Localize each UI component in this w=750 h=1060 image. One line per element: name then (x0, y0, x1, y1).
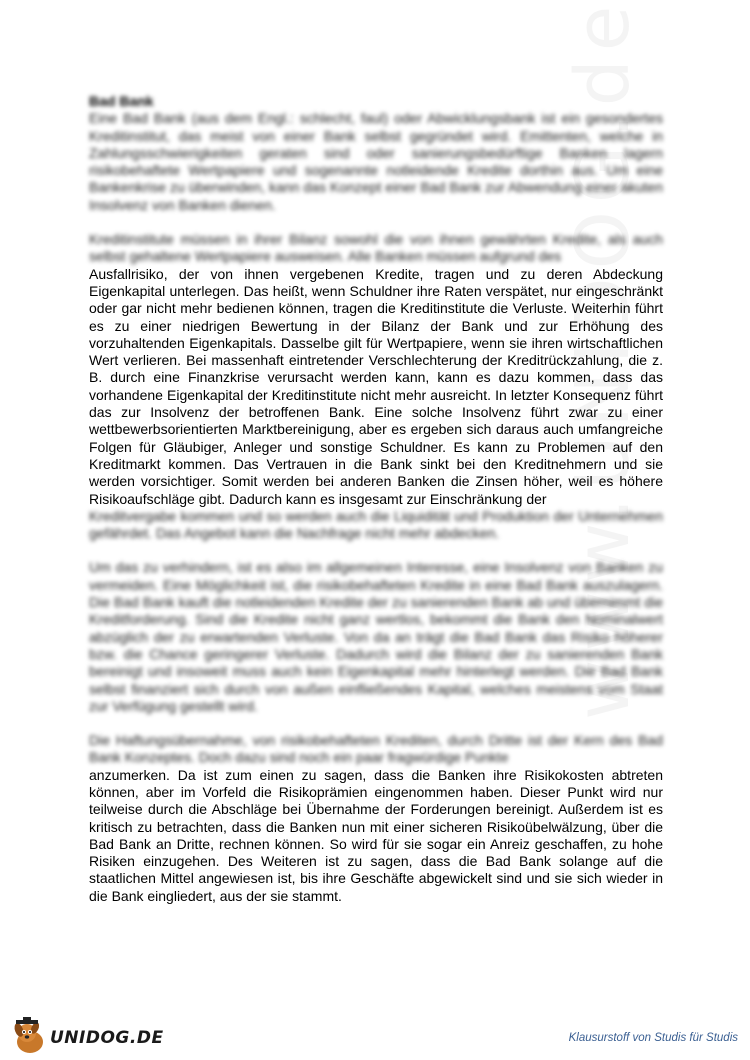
document-heading: Bad Bank (89, 93, 154, 109)
logo-text: UNIDOG.DE (50, 1028, 164, 1048)
paragraph-2-blurred-bottom: Kreditvergabe kommen und so werden auch die Liquidität und Produktion der Unternehmen gefährdet. Das Angebot kann die Nachfrage nicht mehr abdecken. (89, 507, 663, 542)
paragraph-4-visible: anzumerken. Da ist zum einen zu sagen, dass die Banken ihre Risikokosten abtreten können, aber im Vorfeld die Risikoprämien eingenommen haben. Dieser Punkt wird nur teilweise durch die Abschläge bei Übernahme der Forderungen bereinigt. Außerdem ist es kritisch zu betrachten, dass die Banken nun mit einer sicheren Risikoübelwälzung, über die Bad Bank an Dritte, rechnen können. So wird für sie sogar ein Anreiz geschaffen, zu hohe Risiken einzugehen. Des Weiteren ist zu sagen, dass die Bad Bank solange auf die staatlichen Mittel angewiesen ist, bis ihre Geschäfte abgewickelt sind und sie sich wieder in die Bank eingliedert, aus der sie stammt. (89, 766, 663, 904)
unidog-logo (10, 1016, 190, 1056)
dog-icon (10, 1016, 50, 1056)
document-body (89, 93, 663, 905)
paragraph-2-visible: Ausfallrisiko, der von ihnen vergebenen Kredite, tragen und zu deren Abdeckung Eigenkapital unterlegen. Das heißt, wenn Schuldner ihre Raten verspätet, nur eingeschränkt oder gar nicht mehr bedienen können, tragen die Kreditinstitute die Verluste. Weiterhin führt es zu einer niedrigen Bewertung in der Bilanz der Bank und zur Erhöhung des vorzuhaltenden Eigenkapitals. Dasselbe gilt für Wertpapiere, wenn sie ihren wirtschaftlichen Wert verlieren. Bei massenhaft eintretender Verschlechterung der Kreditrückzahlung, die z. B. durch eine Finanzkrise verursacht werden kann, kann es dazu kommen, dass das vorhandene Eigenkapital der Kreditinstitute nicht mehr ausreicht. In letzter Konsequenz führt das zur Insolvenz der betroffenen Bank. Eine solche Insolvenz führt zwar zu einer wettbewerbsorientierten Marktbereinigung, aber es ergeben sich daraus auch umfangreiche Folgen für Gläubiger, Anleger und sonstige Schuldner. Es kann zu Problemen auf den Kreditmarkt kommen. Das Vertrauen in die Bank sinkt bei den Kreditnehmern und sie werden vorsichtiger. Somit werden bei anderen Banken die Zinsen höher, weil es höhere Risikoaufschläge gibt. Dadurch kann es insgesamt zur Einschränkung der (89, 265, 663, 507)
paragraph-3: Um das zu verhindern, ist es also im allgemeinen Interesse, eine Insolvenz von Banken zu vermeiden. Eine Möglichkeit ist, die risikobehafteten Kredite in eine Bad Bank auszulagern. Die Bad Bank kauft die notleidenden Kredite der zu sanierenden Bank ab und übernimmt die Kreditforderung. Sind die Kredite nicht ganz wertlos, bekommt die Bank den Nominalwert abzüglich der zu erwartenden Verluste. Von da an trägt die Bad Bank das Risiko höherer bzw. die Chance geringerer Verluste. Dadurch wird die Bilanz der zu sanierenden Bank bereinigt und insoweit muss auch kein Eigenkapital mehr hinterlegt werden. Die Bad Bank selbst finanziert sich durch von außen einfließendes Kapital, welches meistens vom Staat zur Verfügung gestellt wird. (89, 559, 663, 714)
footer-tagline: Klausurstoff von Studis für Studis (568, 1032, 738, 1044)
paragraph-4-blurred-top: Die Haftungsübernahme, von risikobehafteten Krediten, durch Dritte ist der Kern des Bad Bank Konzeptes. Doch dazu sind noch ein paar fragwürdige Punkte (89, 732, 663, 766)
paragraph-1: Eine Bad Bank (aus dem Engl.: schlecht, faul) oder Abwicklungsbank ist ein gesondertes Kreditinstitut, das meist von einer Bank selbst gegründet wird. Emittenten, welche in Zahlungsschwierigkeiten geraten sind oder sanierungsbedürftige Banken lagern risikobehaftete Wertpapiere und sogenannte notleidende Kredite dorthin aus. Um eine Bankenkrise zu überwinden, kann das Konzept einer Bad Bank zur Abwendung einer akuten Insolvenz von Banken dienen. (89, 110, 663, 213)
paragraph-2-blurred-top: Kreditinstitute müssen in ihrer Bilanz sowohl die von ihnen gewährten Kredite, als auch selbst gehaltene Wertpapiere ausweisen. Alle Banken müssen aufgrund des (89, 231, 663, 265)
